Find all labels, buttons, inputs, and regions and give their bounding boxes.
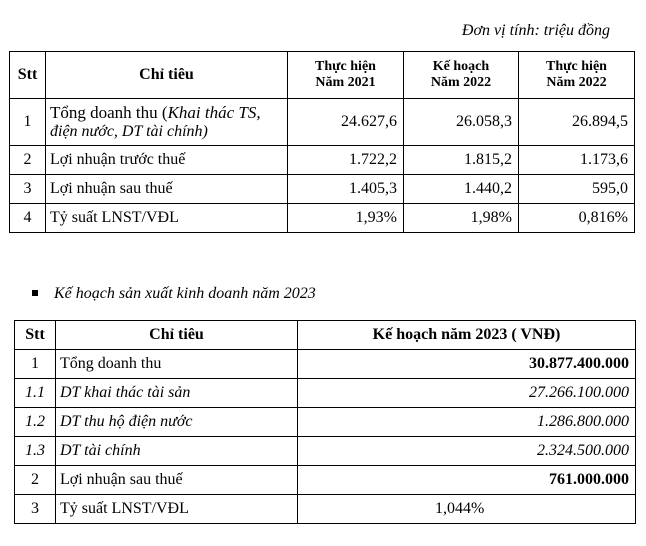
cell-stt: 1.2 — [15, 408, 56, 437]
cell-chi-tieu: DT tài chính — [56, 437, 298, 466]
header-chi-tieu: Chỉ tiêu — [56, 321, 298, 350]
table-row — [10, 175, 635, 204]
cell-chi-tieu: Lợi nhuận sau thuế — [46, 175, 288, 204]
cell-value: 1.405,3 — [288, 175, 404, 204]
cell-chi-tieu: Lợi nhuận sau thuế — [56, 466, 298, 495]
table-header-row — [10, 52, 635, 99]
cell-chi-tieu — [46, 99, 288, 146]
cell-chi-tieu: DT khai thác tài sản — [56, 379, 298, 408]
header-line: Năm 2021 — [315, 75, 376, 90]
cell-stt: 1 — [15, 350, 56, 379]
cell-chi-tieu: DT thu hộ điện nước — [56, 408, 298, 437]
cell-text: Tổng doanh thu ( — [50, 102, 168, 122]
cell-value: 30.877.400.000 — [298, 350, 636, 379]
cell-value: 2.324.500.000 — [298, 437, 636, 466]
cell-value: 1,93% — [288, 204, 404, 233]
cell-value: 595,0 — [519, 175, 635, 204]
cell-value: 1.722,2 — [288, 146, 404, 175]
header-line: Thực hiện — [315, 59, 376, 74]
plan-2023-table — [14, 320, 636, 524]
header-line: Kế hoạch — [432, 59, 490, 74]
cell-chi-tieu: Tổng doanh thu — [56, 350, 298, 379]
cell-value: 1,044% — [298, 495, 636, 524]
header-ke-hoach-2023: Kế hoạch năm 2023 ( VNĐ) — [298, 321, 636, 350]
table-header-row — [15, 321, 636, 350]
table-row — [10, 146, 635, 175]
cell-chi-tieu: Lợi nhuận trước thuế — [46, 146, 288, 175]
cell-value: 26.058,3 — [404, 99, 519, 146]
cell-stt: 1 — [10, 99, 46, 146]
section-title — [32, 285, 316, 303]
header-stt: Stt — [10, 52, 46, 99]
header-line: Năm 2022 — [546, 75, 607, 90]
table-row — [15, 350, 636, 379]
cell-chi-tieu: Tỷ suất LNST/VĐL — [56, 495, 298, 524]
table-row — [15, 437, 636, 466]
cell-stt: 3 — [10, 175, 46, 204]
header-line: Năm 2022 — [430, 75, 492, 90]
cell-value: 0,816% — [519, 204, 635, 233]
header-thuc-hien-2021 — [288, 52, 404, 99]
cell-text-italic: Khai thác TS, — [167, 102, 261, 122]
cell-value: 1.286.800.000 — [298, 408, 636, 437]
cell-chi-tieu: Tỷ suất LNST/VĐL — [46, 204, 288, 233]
bullet-icon — [32, 290, 38, 296]
cell-value: 1.440,2 — [404, 175, 519, 204]
cell-value: 1.173,6 — [519, 146, 635, 175]
cell-text-italic: điện nước, DT tài chính) — [50, 122, 208, 140]
table-row — [15, 466, 636, 495]
table-row — [10, 99, 635, 146]
cell-stt: 1.1 — [15, 379, 56, 408]
table-row — [15, 408, 636, 437]
header-ke-hoach-2022 — [404, 52, 519, 99]
header-thuc-hien-2022 — [519, 52, 635, 99]
header-chi-tieu: Chỉ tiêu — [46, 52, 288, 99]
cell-value: 1.815,2 — [404, 146, 519, 175]
cell-value: 24.627,6 — [288, 99, 404, 146]
cell-stt: 4 — [10, 204, 46, 233]
cell-value: 761.000.000 — [298, 466, 636, 495]
results-2021-2022-table — [9, 51, 635, 233]
unit-note: Đơn vị tính: triệu đồng — [461, 22, 610, 39]
cell-value: 27.266.100.000 — [298, 379, 636, 408]
cell-stt: 2 — [15, 466, 56, 495]
cell-value: 1,98% — [404, 204, 519, 233]
header-stt: Stt — [15, 321, 56, 350]
table-row — [10, 204, 635, 233]
cell-stt: 1.3 — [15, 437, 56, 466]
cell-value: 26.894,5 — [519, 99, 635, 146]
section-title-text: Kế hoạch sản xuất kinh doanh năm 2023 — [54, 285, 316, 302]
header-line: Thực hiện — [546, 59, 607, 74]
cell-stt: 2 — [10, 146, 46, 175]
table-row — [15, 379, 636, 408]
table-row — [15, 495, 636, 524]
cell-stt: 3 — [15, 495, 56, 524]
